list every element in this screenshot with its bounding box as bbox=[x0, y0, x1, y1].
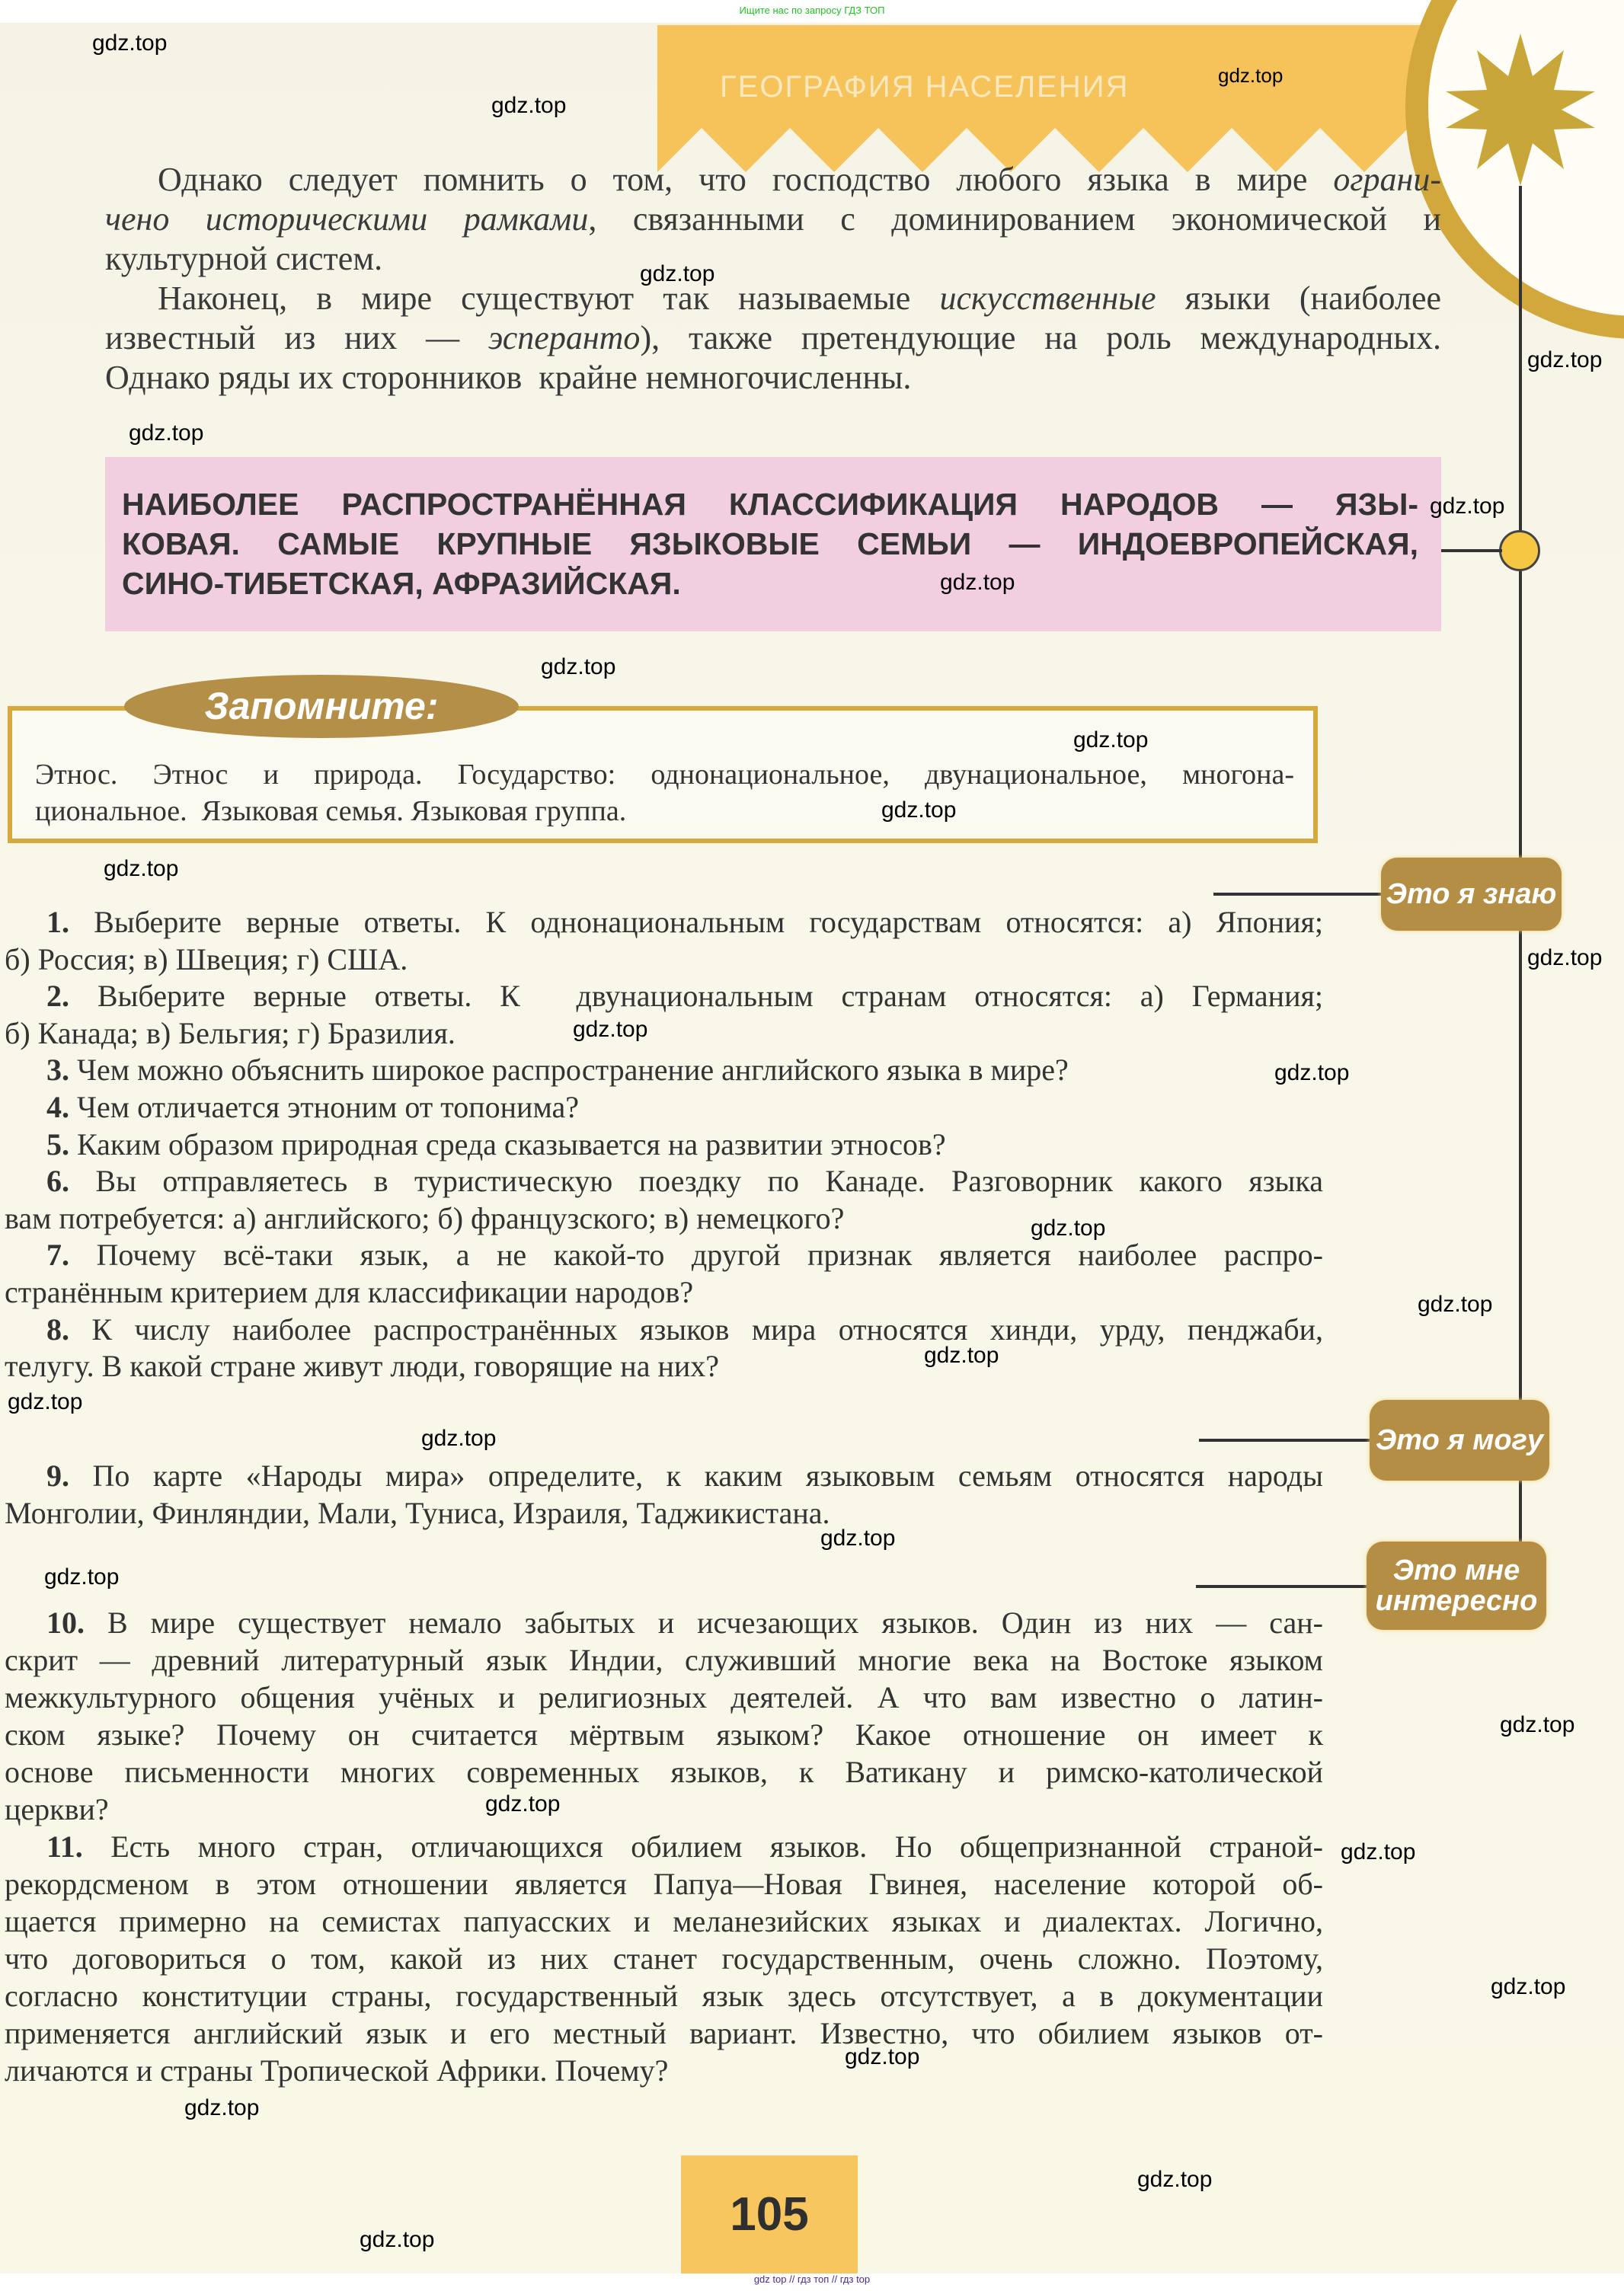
tab-this-i-know[interactable]: Это я знаю bbox=[1381, 858, 1562, 931]
text-line bbox=[5, 1274, 1323, 1312]
section-title: ГЕОГРАФИЯ НАСЕЛЕНИЯ bbox=[720, 70, 1130, 104]
watermark: gdz.top bbox=[1527, 347, 1603, 372]
italic-term: эсперанто bbox=[488, 319, 641, 356]
connector-line bbox=[1196, 1585, 1368, 1588]
watermark: gdz.top bbox=[1341, 1839, 1416, 1864]
question-number: 1. bbox=[46, 905, 69, 939]
connector-line bbox=[1441, 549, 1502, 552]
intro-text bbox=[105, 160, 1441, 398]
watermark: gdz.top bbox=[184, 2095, 260, 2120]
text-segment: Выберите верные ответы. К двунациональным странам относятся: а) Германия; bbox=[69, 979, 1323, 1014]
text-segment: церкви? bbox=[5, 1792, 109, 1826]
tab-this-i-can[interactable]: Это я могу bbox=[1370, 1400, 1549, 1481]
question-number: 6. bbox=[46, 1164, 69, 1199]
text-line bbox=[5, 1348, 1323, 1385]
watermark: gdz.top bbox=[1430, 494, 1505, 519]
remember-text bbox=[35, 756, 1294, 829]
watermark: gdz.top bbox=[541, 654, 616, 679]
watermark: gdz.top bbox=[129, 420, 204, 446]
text-segment: СИНО-ТИБЕТСКАЯ, АФРАЗИЙСКАЯ. bbox=[122, 566, 681, 601]
text-line bbox=[5, 1015, 1323, 1053]
tab-interesting-line1: Это мне bbox=[1392, 1554, 1520, 1586]
text-line bbox=[5, 1679, 1323, 1716]
text-segment: Чем можно объяснить широкое распространение английского языка в мире? bbox=[69, 1053, 1069, 1088]
text-segment: телугу. В какой стране живут люди, говорящие на них? bbox=[5, 1349, 720, 1384]
question-number: 10. bbox=[46, 1606, 85, 1640]
text-segment: Однако ряды их сторонников крайне немногочисленны. bbox=[105, 359, 912, 396]
text-segment: скрит — древний литературный язык Индии, служивший многие века на Востоке языком bbox=[5, 1643, 1323, 1677]
text-segment: Однако следует помнить о том, что господство любого языка в мире bbox=[158, 161, 1334, 198]
text-line bbox=[105, 279, 1441, 318]
text-segment: , связанными с доминированием экономической и bbox=[588, 200, 1441, 238]
italic-term: искусственные bbox=[939, 280, 1156, 317]
text-segment: НАИБОЛЕЕ РАСПРОСТРАНЁННАЯ КЛАССИФИКАЦИЯ НАРОДОВ — ЯЗЫ- bbox=[122, 487, 1418, 522]
text-line bbox=[5, 2015, 1323, 2052]
connector-line bbox=[1199, 1439, 1371, 1442]
key-fact-text bbox=[122, 484, 1418, 603]
watermark: gdz.top bbox=[8, 1389, 83, 1414]
text-line bbox=[5, 1458, 1323, 1495]
text-segment: Почему всё-таки язык, а не какой-то другой признак является наиболее распро- bbox=[69, 1238, 1323, 1273]
text-segment: В мире существует немало забытых и исчезающих языков. Один из них — сан- bbox=[85, 1606, 1323, 1640]
watermark: gdz.top bbox=[421, 1426, 497, 1451]
text-line bbox=[122, 484, 1418, 524]
text-segment: основе письменности многих современных языков, к Ватикану и римско-католической bbox=[5, 1755, 1323, 1789]
question-number: 7. bbox=[46, 1238, 69, 1273]
text-segment: что договориться о том, какой из них станет государственным, очень сложно. Поэтому, bbox=[5, 1941, 1323, 1976]
text-segment: Вы отправляетесь в туристическую поездку по Канаде. Разговорник какого языка bbox=[69, 1164, 1323, 1199]
text-line bbox=[5, 1716, 1323, 1753]
remember-label: Запомните: bbox=[124, 675, 519, 738]
text-line bbox=[122, 564, 1418, 603]
text-segment: ском языке? Почему он считается мёртвым языком? Какое отношение он имеет к bbox=[5, 1717, 1323, 1752]
watermark: gdz.top bbox=[820, 1526, 896, 1551]
questions-can bbox=[5, 1458, 1323, 1532]
watermark: gdz.top bbox=[1418, 1292, 1493, 1317]
text-line bbox=[105, 318, 1441, 358]
watermark: gdz.top bbox=[92, 30, 168, 56]
text-line bbox=[5, 1237, 1323, 1274]
text-segment: К числу наиболее распространённых языков мира относятся хинди, урду, пенджаби, bbox=[69, 1312, 1323, 1347]
italic-term: ограни- bbox=[1333, 161, 1441, 198]
top-note: Ищите нас по запросу ГДЗ ТОП bbox=[739, 5, 885, 16]
watermark: gdz.top bbox=[1527, 945, 1603, 970]
watermark: gdz.top bbox=[1500, 1712, 1575, 1737]
text-segment: б) Россия; в) Швеция; г) США. bbox=[5, 941, 408, 976]
watermark: gdz.top bbox=[640, 261, 715, 286]
watermark: gdz.top bbox=[1218, 64, 1284, 87]
page-number: 105 bbox=[681, 2155, 858, 2273]
tab-interesting[interactable] bbox=[1367, 1542, 1546, 1630]
question-number: 11. bbox=[46, 1829, 83, 1864]
watermark: gdz.top bbox=[1491, 1974, 1566, 1999]
text-segment: согласно конституции страны, государственный язык здесь отсутствует, а в документации bbox=[5, 1979, 1323, 2013]
text-line bbox=[105, 358, 1441, 398]
text-line bbox=[5, 1052, 1323, 1089]
text-segment: ), также претендующие на роль международных. bbox=[640, 319, 1441, 356]
questions-interesting bbox=[5, 1604, 1323, 2089]
text-segment: известный из них — bbox=[105, 319, 488, 356]
text-segment: Каким образом природная среда сказывается на развитии этносов? bbox=[69, 1126, 946, 1161]
watermark: gdz.top bbox=[485, 1791, 561, 1817]
text-line bbox=[5, 1200, 1323, 1238]
watermark: gdz.top bbox=[1137, 2167, 1213, 2192]
text-line bbox=[35, 756, 1294, 793]
question-number: 8. bbox=[46, 1312, 69, 1347]
text-segment: рекордсменом в этом отношении является Папуа—Новая Гвинея, население которой об- bbox=[5, 1867, 1323, 1901]
questions-know bbox=[5, 904, 1323, 1385]
watermark: gdz.top bbox=[881, 797, 957, 823]
question-number: 5. bbox=[46, 1126, 69, 1161]
text-line bbox=[5, 1163, 1323, 1200]
text-line bbox=[5, 2052, 1323, 2089]
watermark: gdz.top bbox=[491, 93, 567, 118]
text-segment: Этнос. Этнос и природа. Государство: однонациональное, двунациональное, многона- bbox=[35, 759, 1294, 791]
text-line bbox=[5, 1940, 1323, 1977]
text-line bbox=[5, 904, 1323, 941]
text-segment: межкультурного общения учёных и религиозных деятелей. А что вам известно о латин- bbox=[5, 1680, 1323, 1714]
text-line bbox=[5, 1865, 1323, 1903]
text-line bbox=[5, 1126, 1323, 1164]
question-number: 2. bbox=[46, 979, 69, 1014]
watermark: gdz.top bbox=[940, 570, 1015, 595]
question-number: 9. bbox=[46, 1459, 69, 1493]
text-segment: культурной систем. bbox=[105, 240, 383, 277]
connector-line bbox=[1213, 893, 1383, 896]
text-segment: Монголии, Финляндии, Мали, Туниса, Израиля, Таджикистана. bbox=[5, 1495, 830, 1530]
text-segment: личаются и страны Тропической Африки. Почему? bbox=[5, 2053, 669, 2088]
text-line bbox=[105, 239, 1441, 279]
text-line bbox=[5, 1641, 1323, 1679]
text-segment: КОВАЯ. САМЫЕ КРУПНЫЕ ЯЗЫКОВЫЕ СЕМЬИ — ИНДОЕВРОПЕЙСКАЯ, bbox=[122, 526, 1418, 561]
text-segment: щается примерно на семистах папуасских и меланезийских языках и диалектах. Логично, bbox=[5, 1904, 1323, 1938]
text-line bbox=[105, 160, 1441, 200]
italic-term: чено историческими рамками bbox=[105, 200, 589, 238]
text-segment: вам потребуется: а) английского; б) французского; в) немецкого? bbox=[5, 1200, 845, 1235]
watermark: gdz.top bbox=[44, 1564, 120, 1590]
text-line bbox=[35, 793, 1294, 829]
text-line bbox=[5, 941, 1323, 979]
text-line bbox=[5, 1791, 1323, 1828]
watermark: gdz.top bbox=[924, 1343, 999, 1368]
text-line bbox=[5, 1089, 1323, 1126]
watermark: gdz.top bbox=[1073, 727, 1149, 752]
text-segment: циональное. Языковая семья. Языковая группа. bbox=[35, 795, 627, 827]
text-segment: Наконец, в мире существуют так называемые bbox=[158, 280, 940, 317]
watermark: gdz.top bbox=[1274, 1060, 1350, 1085]
question-number: 3. bbox=[46, 1053, 69, 1088]
text-segment: странённым критерием для классификации народов? bbox=[5, 1274, 694, 1309]
text-segment: Выберите верные ответы. К однонациональным государствам относятся: а) Япония; bbox=[69, 905, 1323, 939]
watermark: gdz.top bbox=[1031, 1216, 1106, 1241]
text-line bbox=[5, 1977, 1323, 2015]
question-number: 4. bbox=[46, 1089, 69, 1124]
watermark: gdz.top bbox=[845, 2044, 920, 2069]
text-segment: Есть много стран, отличающихся обилием языков. Но общепризнанной страной- bbox=[82, 1829, 1323, 1864]
text-line bbox=[5, 1753, 1323, 1791]
watermark: gdz.top bbox=[360, 2227, 435, 2252]
footer-note: gdz top // гдз топ // гдз top bbox=[753, 2273, 871, 2285]
text-segment: По карте «Народы мира» определите, к каким языковым семьям относятся народы bbox=[69, 1459, 1323, 1493]
text-segment: Чем отличается этноним от топонима? bbox=[69, 1089, 579, 1124]
watermark: gdz.top bbox=[573, 1017, 648, 1042]
watermark: gdz.top bbox=[104, 856, 179, 881]
text-segment: применяется английский язык и его местный вариант. Известно, что обилием языков от- bbox=[5, 2016, 1323, 2050]
text-line bbox=[105, 200, 1441, 239]
text-line bbox=[5, 978, 1323, 1015]
text-line bbox=[122, 524, 1418, 564]
text-segment: б) Канада; в) Бельгия; г) Бразилия. bbox=[5, 1015, 456, 1050]
timeline-dot bbox=[1499, 530, 1540, 571]
text-line bbox=[5, 1828, 1323, 1865]
tab-interesting-line2: интересно bbox=[1375, 1585, 1538, 1617]
text-line bbox=[5, 1495, 1323, 1532]
text-line bbox=[5, 1312, 1323, 1349]
text-line bbox=[5, 1604, 1323, 1641]
text-segment: языки (наиболее bbox=[1156, 280, 1441, 317]
text-line bbox=[5, 1903, 1323, 1940]
